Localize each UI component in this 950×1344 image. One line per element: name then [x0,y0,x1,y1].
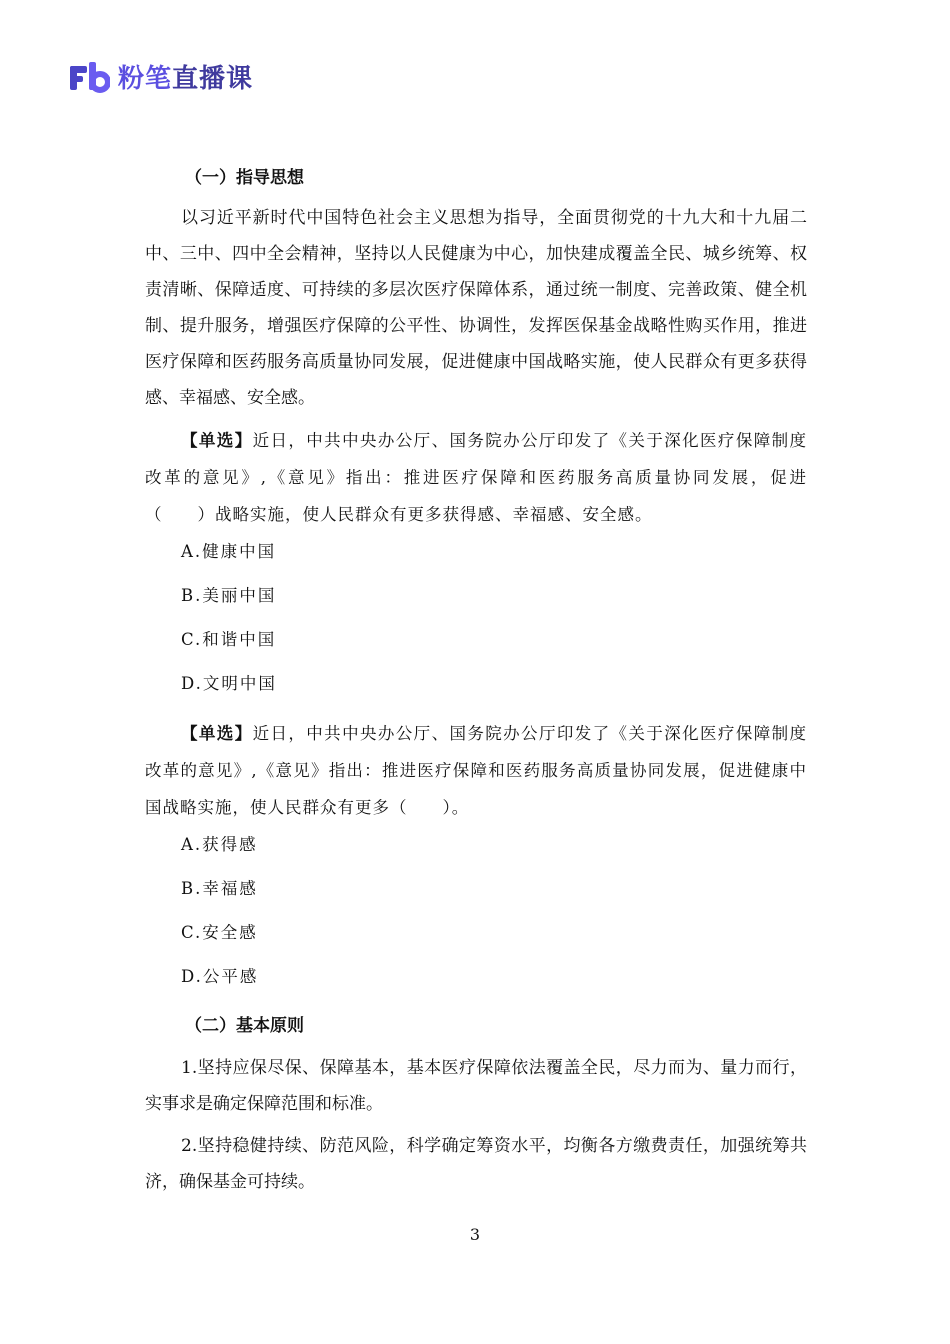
section-2-item-2: 2.坚持稳健持续、防范风险，科学确定筹资水平，均衡各方缴费责任，加强统筹共济，确保基金可持续。 [145,1136,807,1192]
brand-name-part1: 粉笔 [118,64,173,94]
question-1-option-a: A.健康中国 [181,542,277,561]
question-1-option-b: B.美丽中国 [181,586,277,605]
question-1-text: 近日，中共中央办公厅、国务院办公厅印发了《关于深化医疗保障制度改革的意见》,《意见》指出：推进医疗保障和医药服务高质量协同发展，促进（ ）战略实施，使人民群众有更多获得感、幸福感、安全感。 [145,431,808,524]
question-1-tag: 【单选】 [181,431,253,450]
question-2-option-b: B.幸福感 [181,879,258,898]
question-1-option-c: C.和谐中国 [181,630,277,649]
fb-logo-icon [68,60,110,94]
section-2-item-1: 1.坚持应保尽保、保障基本，基本医疗保障依法覆盖全民，尽力而为、量力而行，实事求是确定保障范围和标准。 [145,1058,807,1114]
page-number: 3 [469,1225,481,1244]
document-body [145,160,807,1206]
section-2-heading: （二）基本原则 [185,1016,304,1036]
section-1-heading: （一）指导思想 [185,168,304,188]
section-1-paragraph: 以习近平新时代中国特色社会主义思想为指导，全面贯彻党的十九大和十九届二中、三中、四中全会精神，坚持以人民健康为中心，加快建成覆盖全民、城乡统筹、权责清晰、保障适度、可持续的多层次医疗保障体系，通过统一制度、完善政策、健全机制、提升服务，增强医疗保障的公平性、协调性，发挥医保基金战略性购买作用，推进医疗保障和医药服务高质量协同发展，促进健康中国战略实施，使人民群众有更多获得感、幸福感、安全感。 [145,208,807,408]
question-2-tag: 【单选】 [181,724,253,743]
brand-logo [68,58,253,95]
question-1 [145,422,807,533]
question-2 [145,715,807,826]
question-1-option-d: D.文明中国 [181,674,277,693]
question-2-option-a: A.获得感 [181,835,258,854]
question-2-option-c: C.安全感 [181,923,258,942]
brand-name-part2: 直播课 [172,64,254,94]
question-2-text: 近日，中共中央办公厅、国务院办公厅印发了《关于深化医疗保障制度改革的意见》,《意见》指出：推进医疗保障和医药服务高质量协同发展，促进健康中国战略实施，使人民群众有更多（ ）。 [145,724,808,817]
question-2-option-d: D.公平感 [181,967,259,986]
brand-name [118,58,253,95]
